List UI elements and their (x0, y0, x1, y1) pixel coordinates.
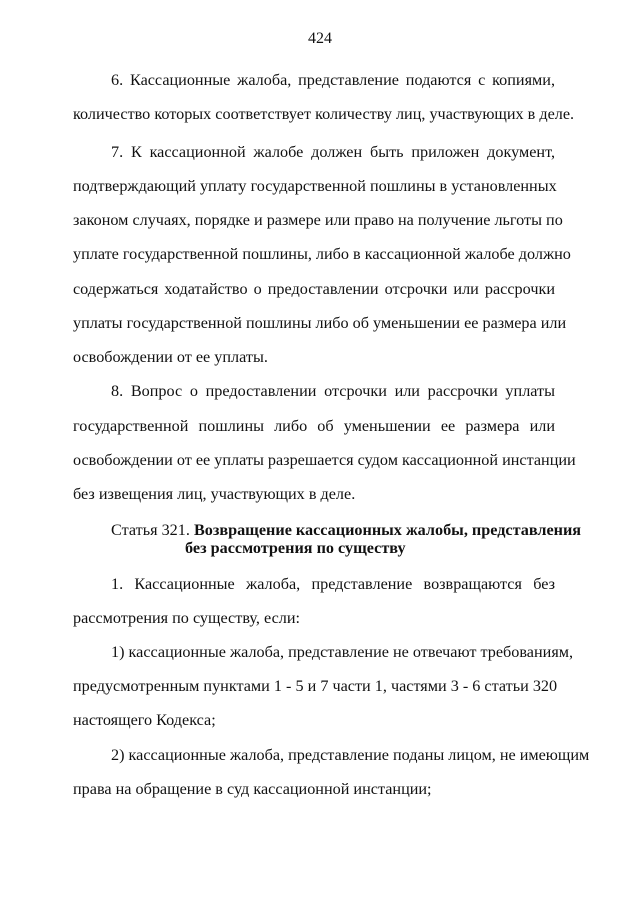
article-title: Возвращение кассационных жалобы, представления (193, 521, 582, 539)
paragraph-line: количество которых соответствует количеству лиц, участвующих в деле. (73, 105, 575, 123)
paragraph-line: законом случаях, порядке и размере или право на получение льготы по (73, 211, 563, 229)
paragraph-line: 8. Вопрос о предоставлении отсрочки или рассрочки уплаты (111, 382, 555, 400)
paragraph-line: предусмотренным пунктами 1 - 5 и 7 части 1, частями 3 - 6 статьи 320 (73, 677, 558, 695)
paragraph-line: подтверждающий уплату государственной пошлины в установленных (73, 177, 557, 195)
paragraph-line: 6. Кассационные жалоба, представление подаются с копиями, (111, 71, 555, 89)
paragraph-line: 1. Кассационные жалоба, представление возвращаются без (111, 575, 555, 593)
paragraph-line: без извещения лиц, участвующих в деле. (73, 485, 356, 503)
paragraph-line: уплате государственной пошлины, либо в кассационной жалобе должно (73, 245, 571, 263)
paragraph-line: освобождении от ее уплаты. (73, 348, 268, 366)
paragraph-line: права на обращение в суд кассационной инстанции; (73, 780, 432, 798)
paragraph-line: уплаты государственной пошлины либо об уменьшении ее размера или (73, 314, 567, 332)
paragraph-line: освобождении от ее уплаты разрешается судом кассационной инстанции (73, 451, 576, 469)
paragraph-line: 7. К кассационной жалобе должен быть приложен документ, (111, 143, 555, 161)
paragraph-line: настоящего Кодекса; (73, 711, 216, 729)
paragraph-line: государственной пошлины либо об уменьшении ее размера или (73, 417, 555, 435)
article-title-line-2: без рассмотрения по существу (185, 539, 406, 557)
paragraph-line: рассмотрения по существу, если: (73, 609, 300, 627)
page-number: 424 (308, 30, 332, 47)
paragraph-line: содержаться ходатайство о предоставлении отсрочки или рассрочки (73, 280, 555, 298)
paragraph-line: 1) кассационные жалоба, представление не отвечают требованиям, (111, 643, 574, 661)
article-heading-line-1 (111, 521, 581, 539)
paragraph-line: 2) кассационные жалоба, представление поданы лицом, не имеющим (111, 746, 590, 764)
article-label: Статья 321. (111, 521, 190, 539)
